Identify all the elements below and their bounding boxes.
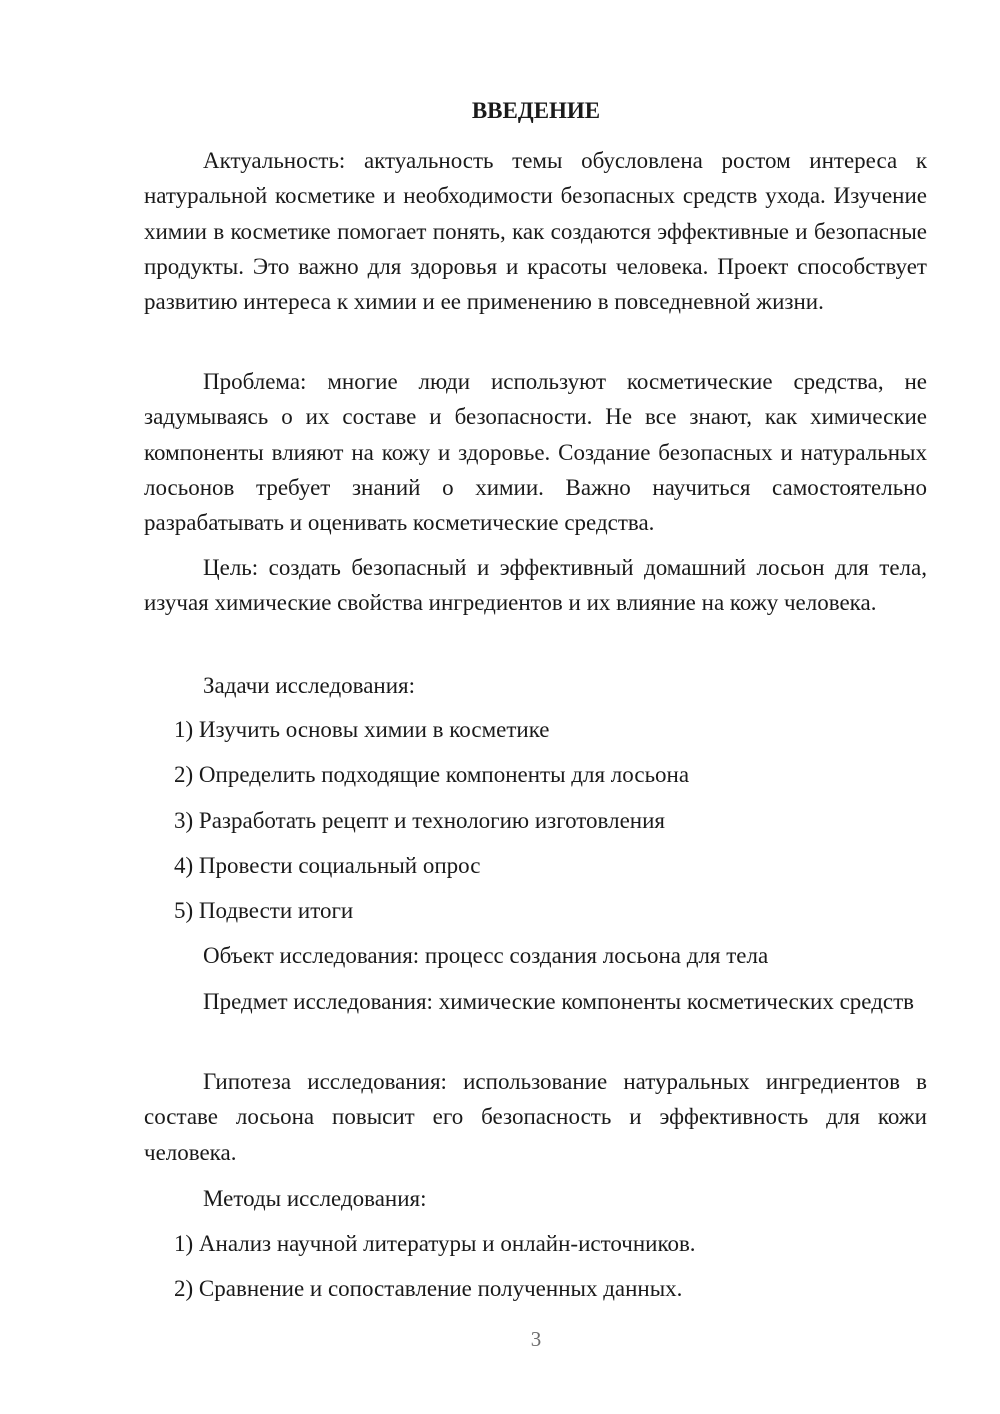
task-item: 5) Подвести итоги	[174, 898, 354, 923]
task-item: 3) Разработать рецепт и технологию изготовления	[174, 808, 665, 833]
task-item: 4) Провести социальный опрос	[174, 853, 481, 878]
page-number: 3	[530, 1327, 542, 1351]
method-item: 1) Анализ научной литературы и онлайн-источников.	[174, 1231, 696, 1256]
problem-paragraph: Проблема: многие люди используют косметические средства, не задумываясь о их составе и безопасности. Не все знают, как химические компоненты влияют на кожу и здоровье. Создание безопасных и натуральных лосьонов требует знаний о химии. Важно научиться самостоятельно разрабатывать и оценивать косметические средства.	[144, 369, 927, 536]
goal-paragraph: Цель: создать безопасный и эффективный домашний лосьон для тела, изучая химические свойства ингредиентов и их влияние на кожу человека.	[144, 555, 927, 616]
object-line: Объект исследования: процесс создания лосьона для тела	[203, 943, 769, 968]
relevance-paragraph: Актуальность: актуальность темы обусловлена ростом интереса к натуральной косметике и необходимости безопасных средств ухода. Изучение химии в косметике помогает понять, как создаются эффективные и безопасные продукты. Это важно для здоровья и красоты человека. Проект способствует развитию интереса к химии и ее применению в повседневной жизни.	[144, 148, 927, 315]
methods-label: Методы исследования:	[203, 1186, 427, 1211]
subject-paragraph: Предмет исследования: химические компоненты косметических средств	[203, 989, 915, 1014]
tasks-label: Задачи исследования:	[203, 673, 416, 698]
section-heading: ВВЕДЕНИЕ	[471, 98, 601, 123]
method-item: 2) Сравнение и сопоставление полученных данных.	[174, 1276, 683, 1301]
task-item: 2) Определить подходящие компоненты для лосьона	[174, 762, 690, 787]
task-item: 1) Изучить основы химии в косметике	[174, 717, 550, 742]
hypothesis-paragraph: Гипотеза исследования: использование натуральных ингредиентов в составе лосьона повысит его безопасность и эффективность для кожи человека.	[144, 1069, 927, 1165]
